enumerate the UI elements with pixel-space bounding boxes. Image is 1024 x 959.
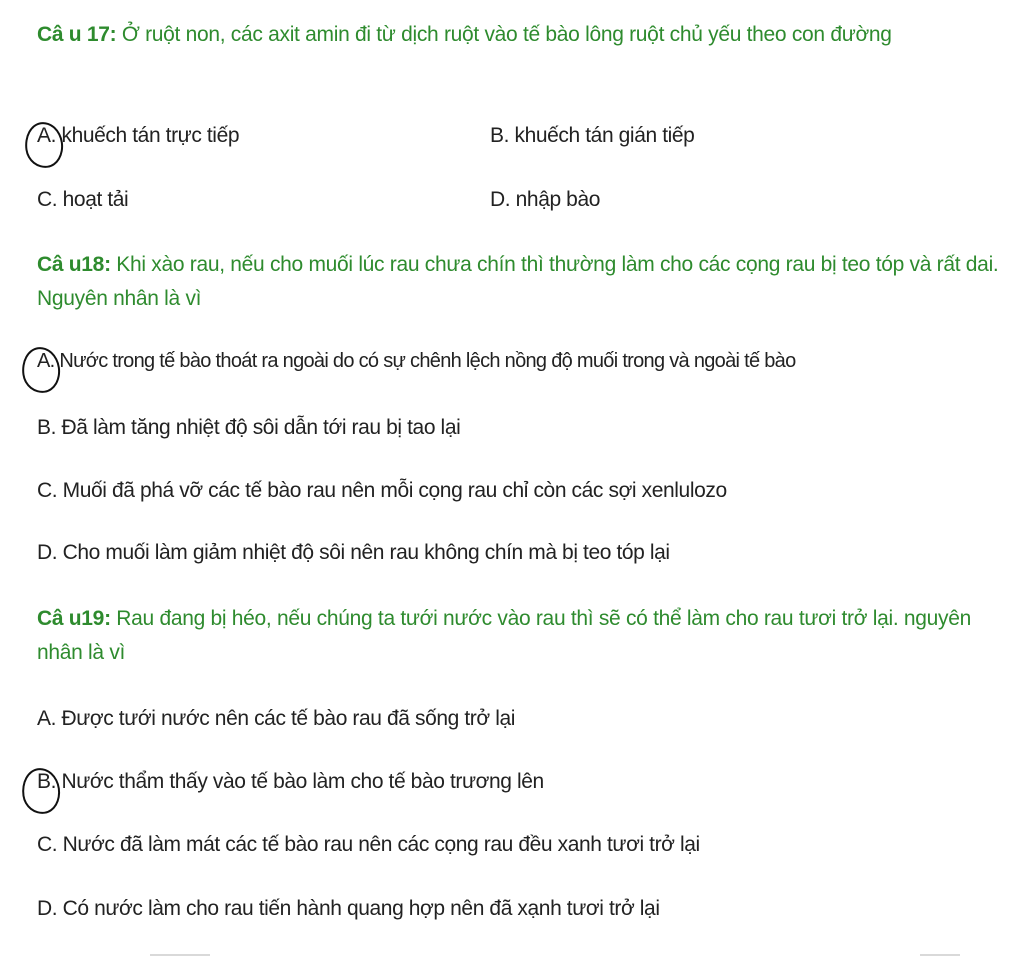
divider: [150, 954, 210, 956]
q18-option-d: D. Cho muối làm giảm nhiệt độ sôi nên rau không chín mà bị teo tóp lại: [37, 541, 670, 564]
question-17: [37, 18, 1012, 52]
q17-option-d: D. nhập bào: [490, 188, 601, 211]
q19-option-a: A. Được tưới nước nên các tế bào rau đã sống trở lại: [37, 707, 516, 730]
q18-option-a: A. Nước trong tế bào thoát ra ngoài do có sự chênh lệch nồng độ muối trong và ngoài tế bào: [37, 350, 796, 372]
divider: [920, 954, 960, 956]
question-19: [37, 602, 1012, 670]
q17-option-c: C. hoạt tải: [37, 188, 129, 211]
q18-option-c: C. Muối đã phá vỡ các tế bào rau nên mỗi cọng rau chỉ còn các sợi xenlulozo: [37, 479, 727, 502]
q19-option-b: B. Nước thẩm thấy vào tế bào làm cho tế bào trương lên: [37, 770, 544, 793]
question-19-number: Câ u19:: [37, 607, 111, 630]
q17-option-b: B. khuếch tán gián tiếp: [490, 124, 695, 147]
question-18-text: Khi xào rau, nếu cho muối lúc rau chưa chín thì thường làm cho các cọng rau bị teo tóp và rất dai. Nguyên nhân là vì: [37, 253, 999, 310]
q17-option-a: A. khuếch tán trực tiếp: [37, 124, 240, 147]
question-17-number: Câ u 17:: [37, 23, 117, 46]
question-18-number: Câ u18:: [37, 253, 111, 276]
q18-option-b: B. Đã làm tăng nhiệt độ sôi dẫn tới rau bị tao lại: [37, 416, 461, 439]
question-18: [37, 248, 1012, 316]
q19-option-d: D. Có nước làm cho rau tiến hành quang hợp nên đã xạnh tươi trở lại: [37, 897, 660, 920]
question-19-text: Rau đang bị héo, nếu chúng ta tưới nước vào rau thì sẽ có thể làm cho rau tươi trở lại. nguyên nhân là vì: [37, 607, 972, 664]
q19-option-c: C. Nước đã làm mát các tế bào rau nên các cọng rau đều xanh tươi trở lại: [37, 833, 700, 856]
question-17-text: Ở ruột non, các axit amin đi từ dịch ruột vào tế bào lông ruột chủ yếu theo con đường: [116, 23, 892, 46]
